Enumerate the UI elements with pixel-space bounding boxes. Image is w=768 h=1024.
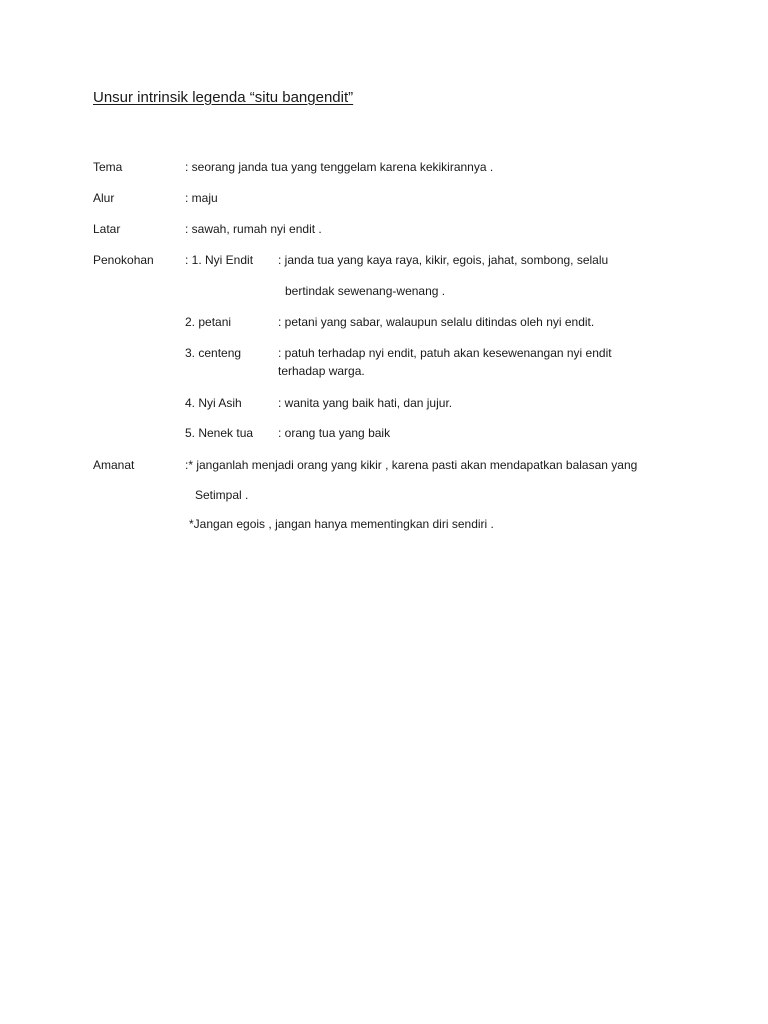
character-desc-nenek-tua: : orang tua yang baik xyxy=(278,426,391,440)
latar-value: : sawah, rumah nyi endit . xyxy=(185,222,322,236)
character-name-petani: 2. petani xyxy=(185,315,232,329)
document-title: Unsur intrinsik legenda “situ bangendit” xyxy=(93,89,354,106)
character-name-centeng: 3. centeng xyxy=(185,346,242,360)
character-desc-nyi-endit: : janda tua yang kaya raya, kikir, egois, jahat, sombong, selalu xyxy=(278,253,609,267)
character-desc-petani: : petani yang sabar, walaupun selalu ditindas oleh nyi endit. xyxy=(278,315,595,329)
character-name-nenek-tua: 5. Nenek tua xyxy=(185,426,254,440)
character-desc-nyi-endit-cont: bertindak sewenang-wenang . xyxy=(285,284,446,298)
latar-label: Latar xyxy=(93,222,121,236)
penokohan-label: Penokohan xyxy=(93,253,154,267)
character-desc-centeng: : patuh terhadap nyi endit, patuh akan kesewenangan nyi endit xyxy=(278,346,612,360)
character-desc-nyi-asih: : wanita yang baik hati, dan jujur. xyxy=(278,396,453,410)
character-name-nyi-endit: : 1. Nyi Endit xyxy=(185,253,254,267)
amanat-label: Amanat xyxy=(93,458,135,472)
amanat-line-1: :* janganlah menjadi orang yang kikir , karena pasti akan mendapatkan balasan yang xyxy=(185,458,638,472)
alur-label: Alur xyxy=(93,191,115,205)
tema-label: Tema xyxy=(93,160,123,174)
tema-value: : seorang janda tua yang tenggelam karena kekikirannya . xyxy=(185,160,494,174)
alur-value: : maju xyxy=(185,191,218,205)
amanat-line-3: *Jangan egois , jangan hanya mementingkan diri sendiri . xyxy=(189,517,494,531)
character-desc-centeng-cont: terhadap warga. xyxy=(278,364,365,378)
character-name-nyi-asih: 4. Nyi Asih xyxy=(185,396,242,410)
amanat-line-2: Setimpal . xyxy=(195,488,249,502)
